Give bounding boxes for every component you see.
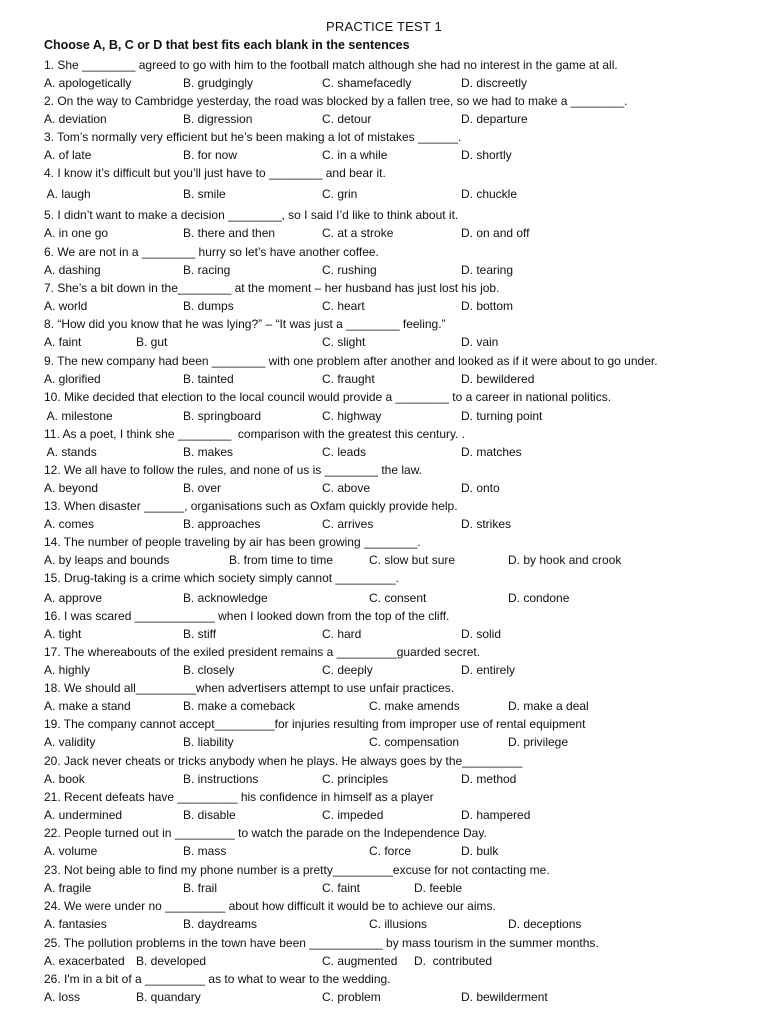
answer-option-c: C. principles (322, 772, 389, 786)
answer-option-c: C. faint (322, 881, 361, 895)
answer-options (44, 226, 744, 240)
instructions: Choose A, B, C or D that best fits each blank in the sentences (44, 38, 410, 52)
answer-option-d: D. departure (461, 112, 528, 126)
answer-options (44, 917, 744, 931)
answer-option-d: D. condone (508, 591, 570, 605)
question-text: 20. Jack never cheats or tricks anybody when he plays. He always goes by the_________ (44, 754, 523, 768)
answer-option-c: C. arrives (322, 517, 374, 531)
answer-option-a: A. highly (44, 663, 91, 677)
question-text: 23. Not being able to find my phone number is a pretty_________excuse for not contacting me. (44, 863, 550, 877)
question-text: 13. When disaster ______, organisations such as Oxfam quickly provide help. (44, 499, 458, 513)
answer-option-a: A. loss (44, 990, 81, 1004)
answer-option-c: C. detour (322, 112, 372, 126)
answer-option-b: B. liability (183, 735, 234, 749)
answer-option-b: B. grudgingly (183, 76, 254, 90)
answer-option-a: A. deviation (44, 112, 107, 126)
answer-option-d: D. shortly (461, 148, 512, 162)
answer-option-b: B. disable (183, 808, 236, 822)
answer-option-b: B. approaches (183, 517, 261, 531)
question-text: 12. We all have to follow the rules, and none of us is ________ the law. (44, 463, 423, 477)
answer-options (44, 372, 744, 386)
answer-option-d: D. method (461, 772, 517, 786)
answer-options (44, 187, 744, 201)
answer-options (44, 954, 744, 968)
answer-option-b: B. racing (183, 263, 231, 277)
page-title: PRACTICE TEST 1 (326, 19, 442, 34)
answer-option-a: A. validity (44, 735, 96, 749)
answer-option-c: C. illusions (369, 917, 428, 931)
answer-option-d: D. deceptions (508, 917, 582, 931)
answer-option-b: B. over (183, 481, 222, 495)
answer-option-c: C. impeded (322, 808, 384, 822)
answer-option-b: B. tainted (183, 372, 234, 386)
answer-options (44, 591, 744, 605)
answer-options (44, 445, 744, 459)
answer-option-d: D. bulk (461, 844, 499, 858)
question-text: 3. Tom’s normally very efficient but he’s been making a lot of mistakes ______. (44, 130, 462, 144)
answer-option-d: D. solid (461, 627, 502, 641)
answer-options (44, 772, 744, 786)
answer-option-a: A. make a stand (44, 699, 131, 713)
answer-option-d: D. feeble (414, 881, 463, 895)
answer-option-a: A. fantasies (44, 917, 107, 931)
answer-option-b: B. springboard (183, 409, 262, 423)
answer-option-a: A. book (44, 772, 85, 786)
question-text: 11. As a poet, I think she ________ comparison with the greatest this century. . (44, 427, 466, 441)
answer-option-a: A. in one go (44, 226, 109, 240)
question-text: 1. She ________ agreed to go with him to the football match although she had no interest in the game at all. (44, 58, 618, 72)
answer-options (44, 76, 744, 90)
answer-options (44, 808, 744, 822)
question-text: 2. On the way to Cambridge yesterday, the road was blocked by a fallen tree, so we had to make a ________. (44, 94, 628, 108)
question-text: 6. We are not in a ________ hurry so let’s have another coffee. (44, 245, 379, 259)
answer-options (44, 263, 744, 277)
answer-option-b: B. dumps (183, 299, 234, 313)
answer-option-c: C. rushing (322, 263, 377, 277)
answer-option-a: A. apologetically (44, 76, 132, 90)
answer-option-d: D. bewilderment (461, 990, 548, 1004)
answer-option-d: D. by hook and crook (508, 553, 622, 567)
answer-option-d: D. tearing (461, 263, 514, 277)
question-text: 9. The new company had been ________ with one problem after another and looked as if it were about to go under. (44, 354, 658, 368)
answer-option-c: C. leads (322, 445, 367, 459)
answer-option-a: A. comes (44, 517, 95, 531)
answer-option-c: C. grin (322, 187, 358, 201)
answer-option-a: A. approve (44, 591, 103, 605)
answer-options (44, 553, 744, 567)
answer-options (44, 148, 744, 162)
answer-option-a: A. volume (44, 844, 98, 858)
answer-option-b: B. there and then (183, 226, 276, 240)
answer-options (44, 881, 744, 895)
answer-options (44, 112, 744, 126)
answer-option-c: C. at a stroke (322, 226, 394, 240)
answer-option-b: B. gut (136, 335, 168, 349)
answer-option-d: D. bottom (461, 299, 514, 313)
question-text: 14. The number of people traveling by air has been growing ________. (44, 535, 421, 549)
answer-option-c: C. fraught (322, 372, 375, 386)
answer-options (44, 844, 744, 858)
answer-option-d: D. turning point (461, 409, 543, 423)
answer-option-b: B. mass (183, 844, 227, 858)
answer-option-a: A. undermined (44, 808, 123, 822)
answer-option-d: D. discreetly (461, 76, 528, 90)
answer-options (44, 335, 744, 349)
answer-options (44, 409, 744, 423)
answer-options (44, 990, 744, 1004)
answer-option-a: A. milestone (44, 409, 113, 423)
answer-option-d: D. matches (461, 445, 522, 459)
question-text: 4. I know it’s difficult but you’ll just have to ________ and bear it. (44, 166, 386, 180)
answer-option-c: C. shamefacedly (322, 76, 412, 90)
answer-option-b: B. digression (183, 112, 253, 126)
answer-option-c: C. augmented (322, 954, 398, 968)
answer-option-c: C. slow but sure (369, 553, 456, 567)
answer-option-b: B. instructions (183, 772, 259, 786)
question-text: 21. Recent defeats have _________ his confidence in himself as a player (44, 790, 434, 804)
answer-options (44, 299, 744, 313)
answer-option-d: D. contributed (414, 954, 493, 968)
answer-option-a: A. exacerbated (44, 954, 125, 968)
answer-option-a: A. fragile (44, 881, 92, 895)
answer-options (44, 517, 744, 531)
answer-option-c: C. problem (322, 990, 381, 1004)
answer-option-d: D. onto (461, 481, 500, 495)
answer-option-b: B. developed (136, 954, 207, 968)
answer-option-d: D. bewildered (461, 372, 535, 386)
answer-option-d: D. chuckle (461, 187, 518, 201)
answer-option-b: B. daydreams (183, 917, 258, 931)
answer-options (44, 663, 744, 677)
question-text: 16. I was scared ____________ when I looked down from the top of the cliff. (44, 609, 450, 623)
answer-option-b: B. acknowledge (183, 591, 268, 605)
answer-options (44, 735, 744, 749)
answer-option-d: D. make a deal (508, 699, 589, 713)
answer-option-c: C. highway (322, 409, 382, 423)
question-text: 19. The company cannot accept_________for injuries resulting from improper use of rental equipment (44, 717, 586, 731)
answer-option-a: A. world (44, 299, 88, 313)
answer-options (44, 481, 744, 495)
answer-options (44, 699, 744, 713)
question-text: 8. “How did you know that he was lying?” – “It was just a ________ feeling.” (44, 317, 446, 331)
question-text: 17. The whereabouts of the exiled president remains a _________guarded secret. (44, 645, 481, 659)
answer-option-c: C. above (322, 481, 371, 495)
answer-option-c: C. consent (369, 591, 427, 605)
question-text: 25. The pollution problems in the town have been ___________ by mass tourism in the summer months. (44, 936, 599, 950)
answer-option-a: A. stands (44, 445, 97, 459)
answer-option-a: A. faint (44, 335, 82, 349)
answer-option-c: C. force (369, 844, 412, 858)
answer-option-c: C. make amends (369, 699, 460, 713)
question-text: 7. She’s a bit down in the________ at the moment – her husband has just lost his job. (44, 281, 500, 295)
answer-option-a: A. tight (44, 627, 82, 641)
answer-option-b: B. smile (183, 187, 226, 201)
answer-option-c: C. heart (322, 299, 365, 313)
question-text: 5. I didn’t want to make a decision ________, so I said I’d like to think about it. (44, 208, 459, 222)
answer-option-b: B. make a comeback (183, 699, 296, 713)
answer-option-b: B. frail (183, 881, 218, 895)
answer-option-d: D. entirely (461, 663, 516, 677)
question-text: 18. We should all_________when advertisers attempt to use unfair practices. (44, 681, 455, 695)
answer-option-a: A. laugh (44, 187, 91, 201)
answer-option-d: D. on and off (461, 226, 530, 240)
answer-option-a: A. dashing (44, 263, 101, 277)
answer-option-b: B. quandary (136, 990, 201, 1004)
answer-option-d: D. vain (461, 335, 499, 349)
question-text: 10. Mike decided that election to the local council would provide a ________ to a career in national politics. (44, 390, 612, 404)
answer-option-d: D. strikes (461, 517, 512, 531)
answer-option-d: D. privilege (508, 735, 569, 749)
answer-option-c: C. compensation (369, 735, 460, 749)
answer-option-c: C. hard (322, 627, 362, 641)
answer-option-b: B. for now (183, 148, 238, 162)
answer-option-a: A. by leaps and bounds (44, 553, 170, 567)
question-text: 15. Drug-taking is a crime which society simply cannot _________. (44, 571, 399, 585)
answer-option-b: B. from time to time (229, 553, 334, 567)
answer-option-c: C. deeply (322, 663, 373, 677)
answer-option-c: C. in a while (322, 148, 388, 162)
question-text: 26. I'm in a bit of a _________ as to what to wear to the wedding. (44, 972, 391, 986)
answer-option-d: D. hampered (461, 808, 531, 822)
answer-option-c: C. slight (322, 335, 366, 349)
answer-option-b: B. stiff (183, 627, 217, 641)
question-text: 24. We were under no _________ about how difficult it would be to achieve our aims. (44, 899, 496, 913)
answer-option-a: A. of late (44, 148, 92, 162)
answer-option-b: B. closely (183, 663, 235, 677)
question-text: 22. People turned out in _________ to watch the parade on the Independence Day. (44, 826, 487, 840)
answer-options (44, 627, 744, 641)
answer-option-a: A. beyond (44, 481, 99, 495)
answer-option-a: A. glorified (44, 372, 101, 386)
answer-option-b: B. makes (183, 445, 234, 459)
